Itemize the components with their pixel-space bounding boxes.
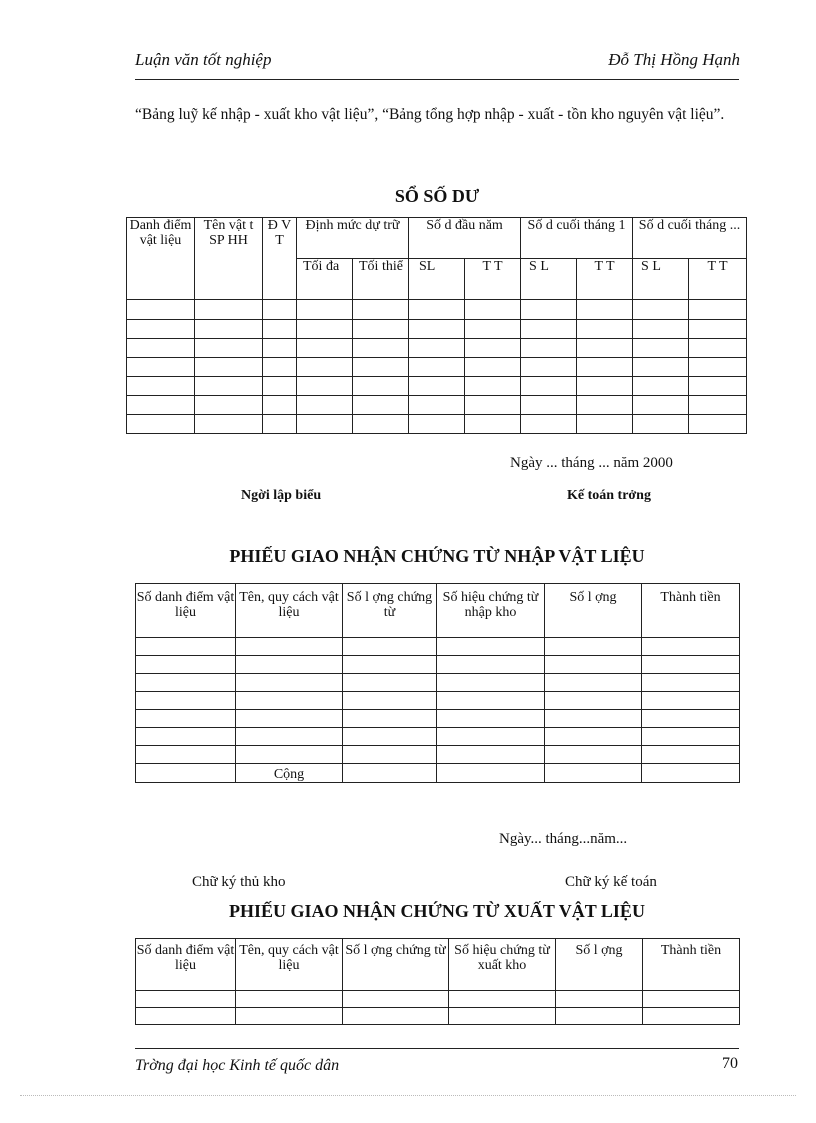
t2-header-0: Số danh điểm vật liệu [136, 584, 236, 638]
header-dvt: Đ V T [263, 218, 297, 300]
t2-header-4: Số l ợng [545, 584, 642, 638]
header-tt-1: T T [465, 259, 521, 300]
t2-header-2: Số l ợng chứng từ [343, 584, 437, 638]
header-right: Đỗ Thị Hồng Hạnh [608, 50, 740, 69]
balance-table [126, 217, 747, 434]
table2-signer-left: Chữ ký thủ kho [192, 874, 286, 890]
table-total-row [136, 764, 740, 783]
header-rule [135, 79, 739, 80]
header-so-du-dau: Số d đầu năm [409, 218, 521, 259]
table2-date-line: Ngày... tháng...năm... [499, 831, 628, 847]
table-row [136, 746, 740, 764]
header-so-du-cuoi-1: Số d cuối tháng 1 [521, 218, 633, 259]
receipt-table-import [135, 583, 740, 783]
t3-header-4: Số l ợng [556, 939, 643, 991]
table-row [136, 728, 740, 746]
header-tt-2: T T [577, 259, 633, 300]
t3-header-2: Số l ợng chứng từ [343, 939, 449, 991]
header-toi-da: Tối đa [297, 259, 353, 300]
table-row [127, 415, 747, 434]
page-number: 70 [722, 1055, 738, 1072]
receipt-table-export [135, 938, 740, 1025]
t3-header-5: Thành tiền [643, 939, 740, 991]
table1-title: SỔ SỐ DƯ [394, 186, 480, 206]
table1-signer-left: Ngời lập biểu [241, 488, 322, 503]
table-row [127, 320, 747, 339]
page-edge-divider [20, 1095, 796, 1096]
table-row [136, 710, 740, 728]
header-sl-1: SL [409, 259, 465, 300]
table1-signer-right: Kế toán trởng [567, 488, 651, 503]
header-dinh-muc: Định mức dự trữ [297, 218, 409, 259]
table-row [127, 358, 747, 377]
header-left: Luận văn tốt nghiệp [135, 50, 272, 69]
header-sl-2: S L [521, 259, 577, 300]
table-row [127, 339, 747, 358]
table-row [136, 674, 740, 692]
table2-signer-right: Chữ ký kế toán [565, 874, 657, 890]
header-so-du-cuoi-n: Số d cuối tháng ... [633, 218, 747, 259]
table2-title: PHIẾU GIAO NHẬN CHỨNG TỪ NHẬP VẬT LIỆU [229, 546, 645, 566]
t3-header-1: Tên, quy cách vật liệu [236, 939, 343, 991]
t2-header-1: Tên, quy cách vật liệu [236, 584, 343, 638]
t3-header-0: Số danh điểm vật liệu [136, 939, 236, 991]
table3-title: PHIẾU GIAO NHẬN CHỨNG TỪ XUẤT VẬT LIỆU [229, 901, 645, 921]
t2-header-5: Thành tiền [642, 584, 740, 638]
intro-paragraph: “Bảng luỹ kế nhập - xuất kho vật liệu”, “Bảng tổng hợp nhập - xuất - tồn kho nguyên vật liệu”. [135, 106, 725, 123]
table1-date-line: Ngày ... tháng ... năm 2000 [510, 455, 673, 471]
table-row [136, 656, 740, 674]
table-row [136, 692, 740, 710]
table-row [127, 396, 747, 415]
footer-rule [135, 1048, 739, 1049]
header-danh-diem: Danh điểm vật liệu [127, 218, 195, 300]
header-tt-3: T T [689, 259, 747, 300]
table-row [136, 1008, 740, 1025]
header-ten-vat: Tên vật t SP HH [195, 218, 263, 300]
table-row [136, 991, 740, 1008]
t2-total-label: Cộng [236, 764, 343, 783]
table-row [127, 377, 747, 396]
table-row [127, 300, 747, 320]
footer-left: Trờng đại học Kinh tế quốc dân [135, 1057, 340, 1074]
t2-header-3: Số hiệu chứng từ nhập kho [437, 584, 545, 638]
header-sl-3: S L [633, 259, 689, 300]
t3-header-3: Số hiệu chứng từ xuất kho [449, 939, 556, 991]
header-toi-thieu: Tối thiể [353, 259, 409, 300]
table-row [136, 638, 740, 656]
